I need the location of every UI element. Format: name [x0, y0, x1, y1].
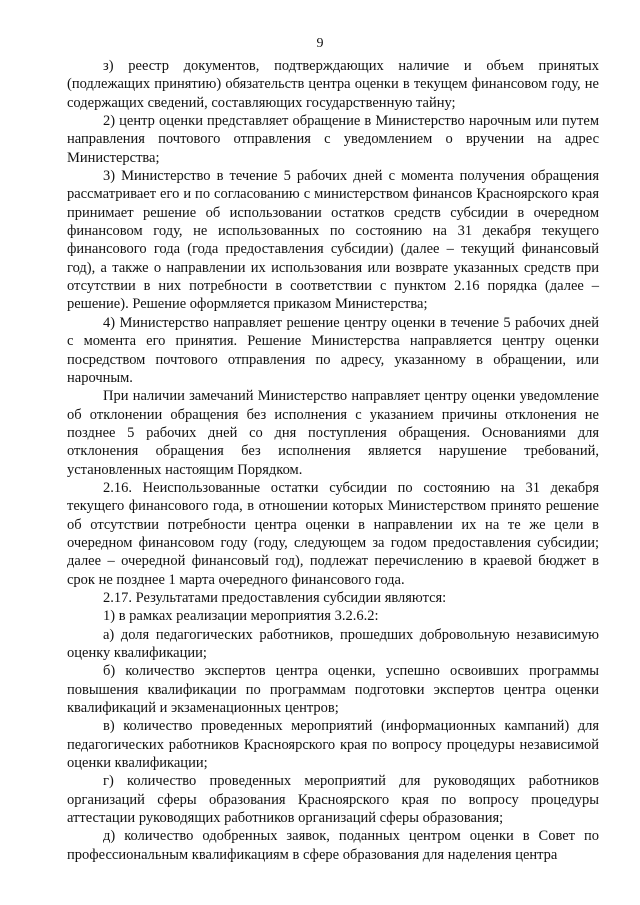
paragraph-step-2: 2) центр оценки представляет обращение в Министерство нарочным или путем направления почтового отправления с уведомлением о вручении на адрес Министерства; — [67, 113, 599, 166]
paragraph-item-v: в) количество проведенных мероприятий (информационных кампаний) для педагогических работников Красноярского края по вопросу процедуры независимой оценки квалификации; — [67, 718, 599, 772]
paragraph-section-2-17: 2.17. Результатами предоставления субсидии являются: — [103, 589, 447, 606]
page-number: 9 — [316, 36, 324, 51]
paragraph-item-a: а) доля педагогических работников, прошедших добровольную независимую оценку квалификации; — [67, 626, 599, 661]
paragraph-item-g: г) количество проведенных мероприятий для руководящих работников организаций сферы образования Красноярского края по вопросу процедуры аттестации руководящих работников организаций сферы образования; — [67, 773, 599, 827]
paragraph-reestr-dokumentov: з) реестр документов, подтверждающих наличие и объем принятых (подлежащих принятию) обязательств центра оценки в текущем финансовом году, не содержащих сведений, составляющих государственную тайну; — [67, 58, 599, 111]
paragraph-step-3: 3) Министерство в течение 5 рабочих дней с момента получения обращения рассматривает его и по согласованию с министерством финансов Красноярского края принимает решение об использовании остатков средств субсидии в очередном финансовом году, не использованных по состоянию на 31 декабря текущего финансового года (года предоставления субсидии) (далее – текущий финансовый год), а также о направлении их использования или возврате указанных средств при отсутствии в них потребности в соответствии с пунктом 2.16 порядка (далее – решение). Решение оформляется приказом Министерства; — [67, 168, 599, 313]
paragraph-step-4: 4) Министерство направляет решение центру оценки в течение 5 рабочих дней с момента его принятия. Решение Министерства направляется центру оценки посредством почтового отправления по адресу, указанному в обращении, или нарочным. — [67, 314, 599, 386]
paragraph-section-2-16: 2.16. Неиспользованные остатки субсидии по состоянию на 31 декабря текущего финансового года, в отношении которых Министерством принято решение об отсутствии потребности центра оценки в направлении их на те же цели в очередном финансовом году (году, следующем за годом предоставления субсидии; далее – очередной финансовый год), подлежат перечислению в краевой бюджет в срок не позднее 1 марта очередного финансового года. — [67, 479, 599, 588]
paragraph-rejection-notice: При наличии замечаний Министерство направляет центру оценки уведомление об отклонении обращения без исполнения с указанием причины отклонения не позднее 5 рабочих дней со дня поступления обращения. Основаниями для отклонения обращения без исполнения является нарушение требований, установленных настоящим Порядком. — [67, 388, 599, 478]
document-body — [67, 57, 599, 864]
paragraph-item-b: б) количество экспертов центра оценки, успешно освоивших программы повышения квалификации по программам подготовки экспертов центра оценки квалификаций и экзаменационных центров; — [67, 663, 599, 717]
paragraph-item-1: 1) в рамках реализации мероприятия 3.2.6.2: — [103, 608, 379, 625]
paragraph-item-d: д) количество одобренных заявок, поданных центром оценки в Совет по профессиональным квалификациям в сфере образования для наделения центра — [67, 828, 599, 863]
